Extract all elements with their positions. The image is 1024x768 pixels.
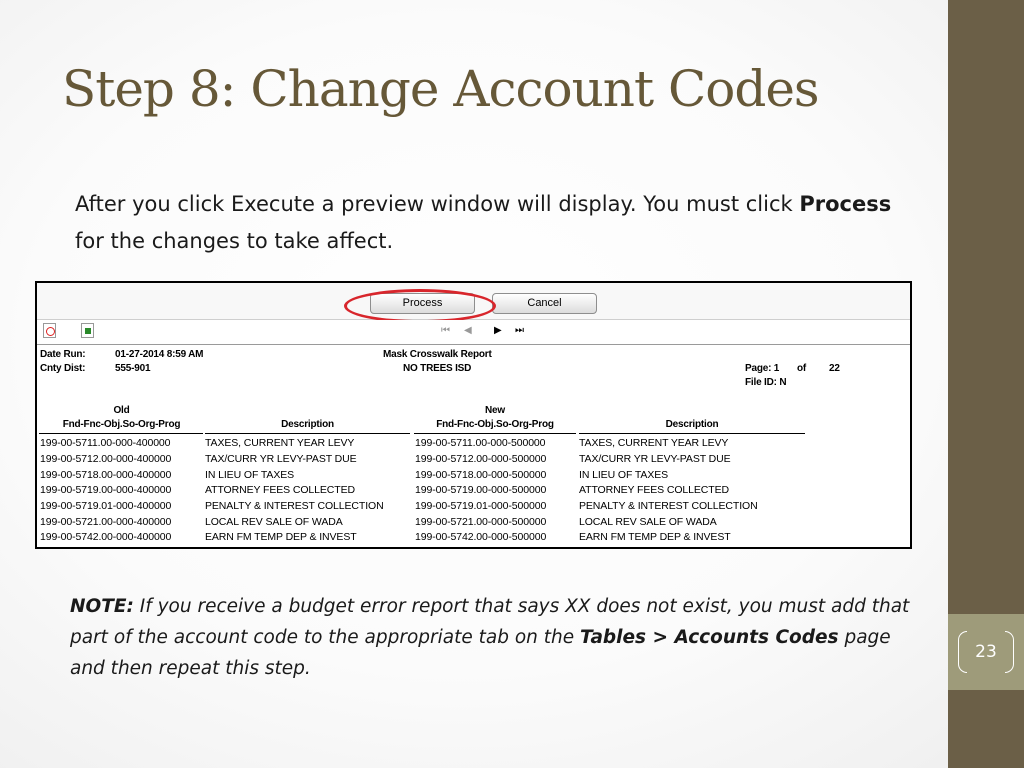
new-desc-underline: [579, 433, 805, 434]
old-description-cell: TAXES, CURRENT YEAR LEVY: [205, 437, 355, 449]
new-description-cell: LOCAL REV SALE OF WADA: [579, 516, 717, 528]
button-bar: [37, 283, 910, 320]
old-description-cell: ATTORNEY FEES COLLECTED: [205, 484, 355, 496]
table-row: [37, 468, 910, 483]
old-description-cell: LOCAL REV SALE OF WADA: [205, 516, 343, 528]
table-row: [37, 499, 910, 514]
old-group-header: Old: [113, 405, 130, 416]
new-code-cell: 199-00-5742.00-000-500000: [415, 531, 547, 543]
new-code-cell: 199-00-5719.00-000-500000: [415, 484, 547, 496]
highlight-circle: [344, 289, 496, 323]
new-code-cell: 199-00-5711.00-000-500000: [415, 437, 546, 449]
intro-text-part2: for the changes to take affect.: [75, 229, 394, 253]
note-text-part1: If you receive a budget error report that says XX does not exist, you must add that part of the account code to the appropriate tab on the: [70, 596, 910, 648]
intro-text-part1: After you click Execute a preview window will display. You must click: [75, 192, 800, 216]
new-description-cell: TAX/CURR YR LEVY-PAST DUE: [579, 453, 731, 465]
page-total: 22: [829, 363, 840, 374]
new-description-cell: EARN FM TEMP DEP & INVEST: [579, 531, 731, 543]
last-page-icon[interactable]: ⏭: [515, 325, 524, 336]
slide-title: Step 8: Change Account Codes: [62, 60, 819, 118]
cancel-button[interactable]: Cancel: [492, 293, 597, 314]
table-row: [37, 483, 910, 498]
old-code-cell: 199-00-5721.00-000-400000: [40, 516, 172, 528]
pdf-export-icon[interactable]: [43, 323, 56, 338]
first-page-icon[interactable]: ⏮: [441, 325, 450, 336]
note-text: [70, 591, 920, 684]
old-description-cell: EARN FM TEMP DEP & INVEST: [205, 531, 357, 543]
process-button[interactable]: Process: [370, 293, 475, 314]
table-row: [37, 452, 910, 467]
cnty-dist-label: Cnty Dist:: [40, 363, 86, 374]
new-description-cell: TAXES, CURRENT YEAR LEVY: [579, 437, 729, 449]
old-code-cell: 199-00-5718.00-000-400000: [40, 469, 172, 481]
date-run-value: 01-27-2014 8:59 AM: [115, 349, 204, 360]
old-code-underline: [39, 433, 203, 434]
old-description-cell: PENALTY & INTEREST COLLECTION: [205, 500, 384, 512]
page-number-frame: [958, 631, 1014, 673]
report-title: Mask Crosswalk Report: [383, 349, 492, 360]
new-code-underline: [414, 433, 576, 434]
cnty-dist-value: 555-901: [115, 363, 151, 374]
note-text-part2: page and then repeat this step.: [70, 627, 891, 679]
new-description-cell: PENALTY & INTEREST COLLECTION: [579, 500, 758, 512]
excel-export-icon[interactable]: [81, 323, 94, 338]
district-name: NO TREES ISD: [403, 363, 472, 374]
old-description-cell: TAX/CURR YR LEVY-PAST DUE: [205, 453, 357, 465]
new-group-header: New: [485, 405, 505, 416]
table-row: [37, 436, 910, 451]
intro-text: [75, 186, 915, 260]
old-description-header: Description: [281, 419, 334, 430]
of-label: of: [797, 363, 807, 374]
note-label: NOTE:: [70, 596, 134, 617]
note-tables-link: Tables > Accounts Codes: [580, 627, 839, 648]
old-description-cell: IN LIEU OF TAXES: [205, 469, 295, 481]
table-row: [37, 515, 910, 530]
new-code-cell: 199-00-5718.00-000-500000: [415, 469, 547, 481]
old-code-cell: 199-00-5719.00-000-400000: [40, 484, 172, 496]
new-description-cell: IN LIEU OF TAXES: [579, 469, 669, 481]
new-description-cell: ATTORNEY FEES COLLECTED: [579, 484, 729, 496]
old-code-cell: 199-00-5712.00-000-400000: [40, 453, 172, 465]
file-id: File ID: N: [745, 377, 787, 388]
table-row: [37, 530, 910, 545]
new-description-header: Description: [665, 419, 719, 430]
old-code-cell: 199-00-5719.01-000-400000: [40, 500, 172, 512]
page-number-box: [948, 614, 1024, 690]
old-code-header: Fnd-Fnc-Obj.So-Org-Prog: [62, 419, 181, 430]
old-desc-underline: [205, 433, 410, 434]
old-code-cell: 199-00-5711.00-000-400000: [40, 437, 171, 449]
page-label: Page: 1: [745, 363, 780, 374]
new-code-cell: 199-00-5712.00-000-500000: [415, 453, 547, 465]
intro-process-bold: Process: [799, 192, 892, 216]
previous-page-icon[interactable]: ◀: [464, 325, 472, 336]
old-code-cell: 199-00-5742.00-000-400000: [40, 531, 172, 543]
new-code-header: Fnd-Fnc-Obj.So-Org-Prog: [436, 419, 554, 430]
page-number: 23: [975, 642, 997, 662]
report-toolbar: [37, 320, 910, 345]
new-code-cell: 199-00-5719.01-000-500000: [415, 500, 547, 512]
preview-window-screenshot: [35, 281, 912, 549]
date-run-label: Date Run:: [40, 349, 86, 360]
new-code-cell: 199-00-5721.00-000-500000: [415, 516, 547, 528]
next-page-icon[interactable]: ▶: [494, 325, 502, 336]
